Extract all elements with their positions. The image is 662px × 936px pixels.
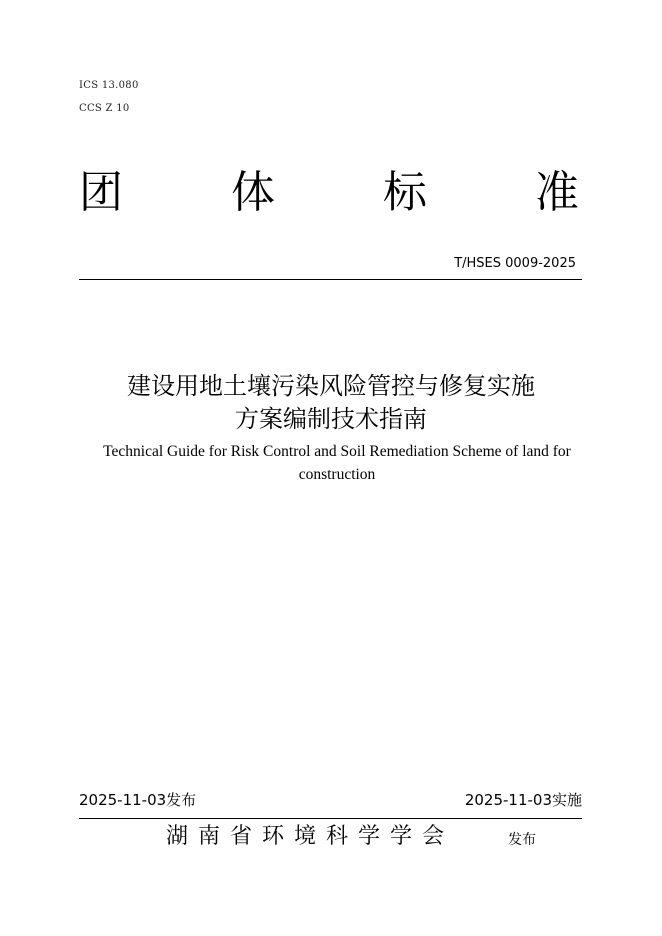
- top-divider: [79, 279, 582, 280]
- issue-date: 2025-11-03发布: [79, 791, 197, 809]
- implementation-date: 2025-11-03实施: [464, 791, 582, 809]
- standard-type-char-2: 体: [231, 167, 275, 218]
- ccs-code: CCS Z 10: [79, 103, 130, 114]
- publisher-label: 发布: [508, 832, 536, 848]
- standard-type-char-4: 准: [535, 167, 579, 218]
- ics-code: ICS 13.080: [79, 80, 139, 91]
- standard-type-char-1: 团: [79, 167, 123, 218]
- standard-type-char-3: 标: [383, 167, 427, 218]
- title-zh-line-1: 建设用地土壤污染风险管控与修复实施: [127, 372, 535, 400]
- title-zh-line-2: 方案编制技术指南: [235, 405, 427, 433]
- title-en: Technical Guide for Risk Control and Soil Remediation Scheme of land for construction: [103, 443, 571, 483]
- publisher-name: 湖南省环境科学学会: [166, 824, 455, 849]
- standard-number: T/HSES 0009-2025: [454, 256, 576, 271]
- bottom-divider: [79, 818, 582, 819]
